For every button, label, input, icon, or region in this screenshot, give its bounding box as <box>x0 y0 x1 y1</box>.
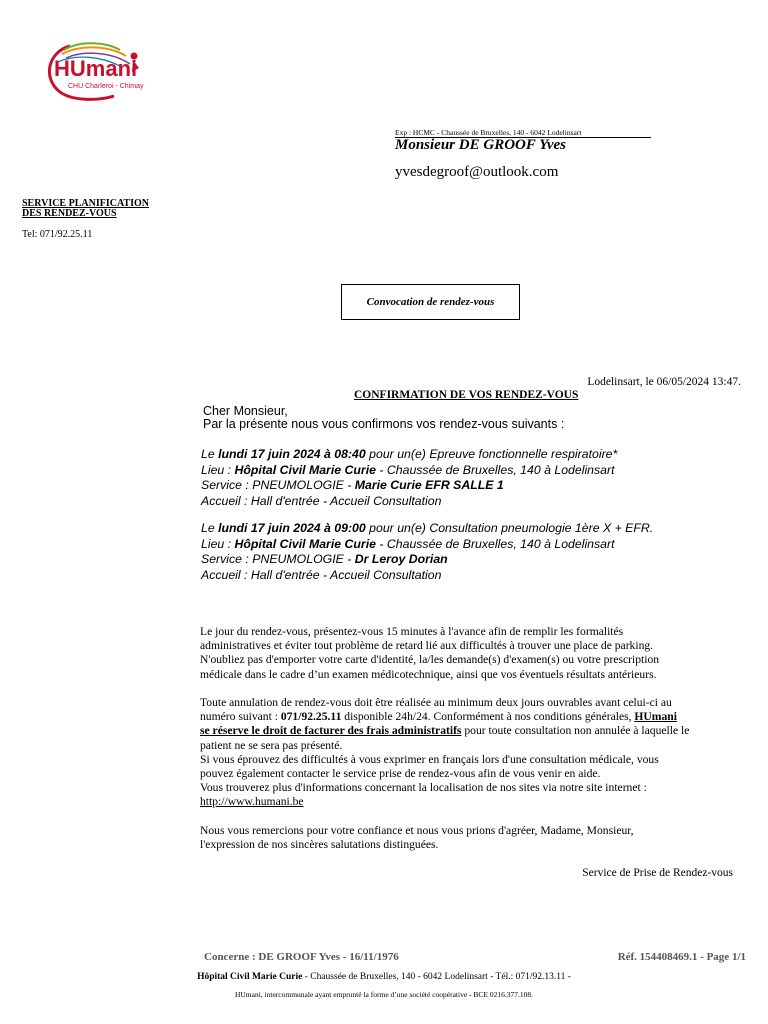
appointment-block <box>201 521 653 583</box>
appointment-location: Lieu : Hôpital Civil Marie Curie - Chaussée de Bruxelles, 140 à Lodelinsart <box>201 536 615 551</box>
cancellation-paragraph: Toute annulation de rendez-vous doit être réalisée au minimum deux jours ouvrables avant celui-ci au numéro suivant : 071/92.25.11 disponible 24h/24. Conformément à nos conditions générales, HUmani se réserve le droit de facturer des frais administratifs pour toute consultation non annulée à laquelle le patient ne se sera pas présenté. Si vous éprouvez des difficultés à vous exprimer en français lors d'une consultation médicale, vous pouvez également contacter le service prise de rendez-vous afin de vous venir en aide. Vous trouverez plus d'informations concernant la localisation de nos sites via notre site internet : http://www.humani.be <box>200 696 690 809</box>
intro-text: Par la présente nous vous confirmons vos rendez-vous suivants : <box>203 417 565 431</box>
appointment-location: Lieu : Hôpital Civil Marie Curie - Chaussée de Bruxelles, 140 à Lodelinsart <box>201 462 615 477</box>
footer-reference: Réf. 154408469.1 - Page 1/1 <box>617 951 746 963</box>
logo-graphic <box>40 38 152 104</box>
appointment-datetime-line: Le lundi 17 juin 2024 à 09:00 pour un(e) Consultation pneumologie 1ère X + EFR. <box>201 521 654 535</box>
logo-brand-text: HUmani <box>54 56 138 81</box>
signature: Service de Prise de Rendez-vous <box>582 867 733 879</box>
footer-legal: HUmani, intercommunale ayant emprunté la forme d’une société coopérative - BCE 0216.377.108. <box>234 990 534 999</box>
convocation-label: Convocation de rendez-vous <box>366 296 495 308</box>
convocation-box <box>341 284 520 320</box>
appointment-service: Service : PNEUMOLOGIE - Marie Curie EFR SALLE 1 <box>201 478 504 492</box>
service-title-line1: SERVICE PLANIFICATION <box>22 198 149 209</box>
service-phone: Tel: 071/92.25.11 <box>22 229 93 240</box>
greeting: Cher Monsieur, <box>203 404 288 418</box>
footer-patient-info: Concerne : DE GROOF Yves - 16/11/1976 <box>204 951 399 963</box>
closing-paragraph: Nous vous remercions pour votre confiance et nous vous prions d'agréer, Madame, Monsieur, l'expression de nos sincères salutations distinguées. <box>200 824 634 852</box>
recipient-name: Monsieur DE GROOF Yves <box>395 137 567 153</box>
logo-subtitle-text: CHU Charleroi - Chimay <box>68 83 144 90</box>
admin-fees-notice: se réserve le droit de facturer des frais administratifs <box>200 724 462 738</box>
appointment-block <box>201 447 617 509</box>
confirmation-title: CONFIRMATION DE VOS RENDEZ-VOUS <box>354 389 579 401</box>
appointment-reception: Accueil : Hall d'entrée - Accueil Consultation <box>201 567 442 582</box>
appointment-datetime-line: Le lundi 17 juin 2024 à 08:40 pour un(e) Epreuve fonctionnelle respiratoire* <box>201 447 618 461</box>
letter-date: Lodelinsart, le 06/05/2024 13:47. <box>587 376 741 388</box>
footer-address: Hôpital Civil Marie Curie - Chaussée de Bruxelles, 140 - 6042 Lodelinsart - Tél.: 071/92.13.11 - <box>197 972 571 982</box>
appointment-service: Service : PNEUMOLOGIE - Dr Leroy Dorian <box>201 552 448 566</box>
service-title-line2: DES RENDEZ-VOUS <box>22 208 117 219</box>
humani-logo <box>40 38 152 104</box>
instructions-paragraph: Le jour du rendez-vous, présentez-vous 15 minutes à l'avance afin de remplir les formalités administratives et éviter tout problème de retard lié aux difficultés à trouver une place de parking. N'oubliez pas d'emporter votre carte d'identité, la/les demande(s) d'examen(s) ou votre prescription médicale dans le cadre d’un examen médicotechnique, ainsi que vos éventuels résultats antérieurs. <box>200 625 660 681</box>
website-link[interactable]: http://www.humani.be <box>200 795 304 809</box>
appointment-reception: Accueil : Hall d'entrée - Accueil Consultation <box>201 493 442 508</box>
cancellation-phone: 071/92.25.11 <box>280 710 342 724</box>
appointment-datetime: lundi 17 juin 2024 à 08:40 <box>218 447 366 461</box>
brand-name: HUmani <box>634 710 677 724</box>
service-title <box>22 199 149 219</box>
appointment-datetime: lundi 17 juin 2024 à 09:00 <box>218 521 366 535</box>
recipient-email: yvesdegroof@outlook.com <box>395 164 559 180</box>
sender-address-line: Exp : HCMC - Chaussée de Bruxelles, 140 - 6042 Lodelinsart <box>395 128 651 138</box>
